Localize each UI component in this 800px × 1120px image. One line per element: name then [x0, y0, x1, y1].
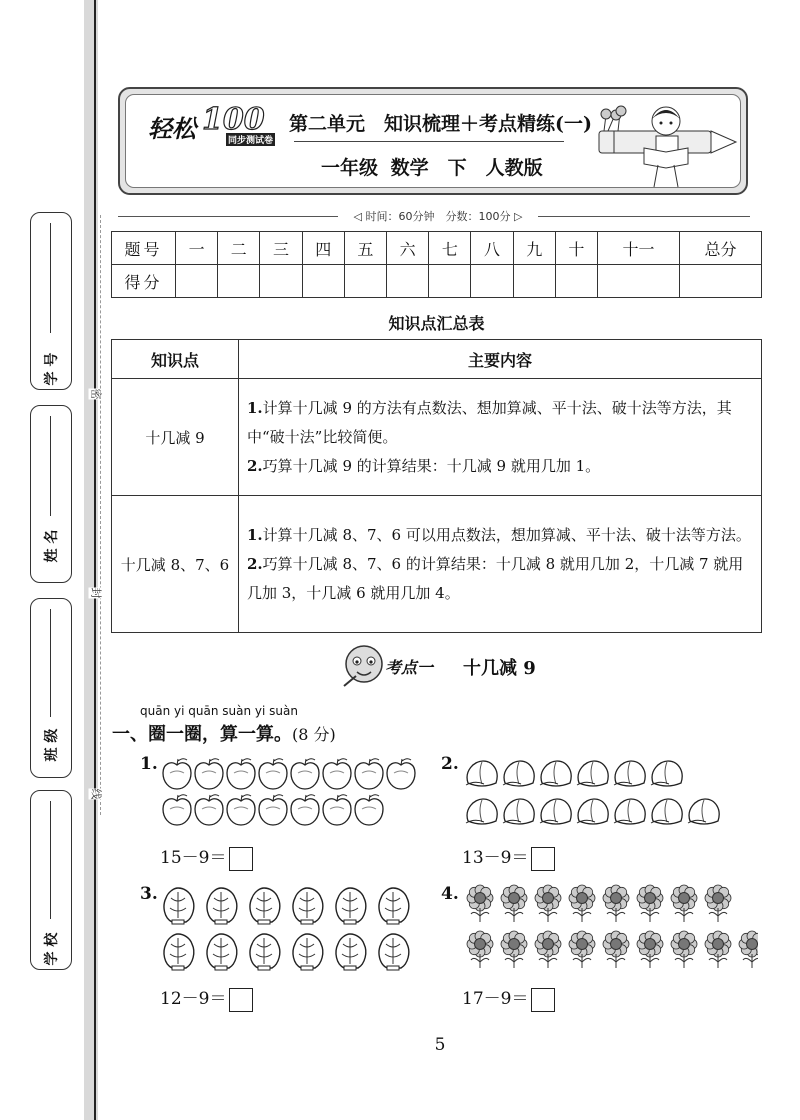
- answer-box[interactable]: [531, 847, 555, 871]
- knowledge-row: [112, 496, 762, 633]
- answer-box[interactable]: [229, 847, 253, 871]
- flower-item: [569, 931, 595, 968]
- answer-box[interactable]: [531, 988, 555, 1012]
- exam-info-rule-right: [538, 216, 750, 217]
- score-table: [111, 231, 762, 298]
- item-text: 巧算十几减 8、7、6 的计算结果：十几减 8 就用几加 2，十几减 7 就用几加 3，十几减 6 就用几加 4。: [247, 554, 744, 602]
- exam-info-rule-left: [118, 216, 338, 217]
- peach-item: [614, 761, 645, 786]
- logo-100-graphic: [200, 103, 282, 133]
- header-frame: [125, 94, 741, 188]
- peach-item: [466, 799, 497, 824]
- student-name-line: [50, 416, 51, 516]
- flower-item: [671, 931, 697, 968]
- score-col-7: 七: [429, 232, 471, 265]
- apple-group: [160, 756, 422, 826]
- score-cell-total[interactable]: [679, 265, 761, 298]
- item-number: 2.: [247, 456, 263, 475]
- flower-item: [671, 885, 697, 922]
- peach-item: [688, 799, 719, 824]
- problem-number: 1.: [140, 754, 158, 774]
- item-number: 1.: [247, 398, 263, 417]
- score-cell-10[interactable]: [555, 265, 597, 298]
- item-number: 2.: [247, 554, 263, 573]
- knowledge-point: 十几减 9: [112, 379, 239, 496]
- problem-number: 3.: [140, 884, 158, 904]
- student-name-field[interactable]: [30, 405, 72, 583]
- question-heading: [112, 720, 336, 746]
- flower-item: [535, 931, 561, 968]
- question-title: 一、圈一圈，算一算。: [112, 724, 292, 745]
- cabbage-item: [207, 888, 237, 924]
- apple-item: [355, 759, 383, 789]
- cut-mark-xian: 线: [89, 788, 103, 800]
- flower-item: [501, 885, 527, 922]
- question-pinyin: quān yi quān suàn yi suàn: [140, 704, 298, 718]
- school-field[interactable]: [30, 790, 72, 970]
- item-text: 巧算十几减 9 的计算结果：十几减 9 就用几加 1。: [262, 456, 601, 475]
- score-cell-2[interactable]: [218, 265, 260, 298]
- equation-text: 17－9＝: [462, 989, 529, 1009]
- student-id-line: [50, 223, 51, 333]
- exam-point-heading: [340, 642, 600, 692]
- score-col-8: 八: [471, 232, 513, 265]
- score-cell-11[interactable]: [598, 265, 680, 298]
- item-text: 计算十几减 8、7、6 可以用点数法，想加算减、平十法、破十法等方法。: [262, 525, 751, 544]
- cabbage-item: [293, 934, 323, 970]
- peach-item: [503, 761, 534, 786]
- equation: [462, 843, 555, 871]
- knowledge-table: [111, 339, 762, 633]
- class-label: 班 级: [44, 728, 60, 762]
- knowledge-row: [112, 379, 762, 496]
- problem-number: 4.: [441, 884, 459, 904]
- peach-item: [503, 799, 534, 824]
- score-cell-4[interactable]: [302, 265, 344, 298]
- header-rule: [294, 141, 564, 142]
- score-col-2: 二: [218, 232, 260, 265]
- knowledge-table-title: 知识点汇总表: [388, 314, 485, 333]
- score-col-9: 九: [513, 232, 555, 265]
- exam-info-row: [118, 208, 750, 224]
- flower-item: [705, 931, 731, 968]
- peach-item: [577, 761, 608, 786]
- exam-point-title: 十几减 9: [463, 658, 536, 679]
- apple-item: [259, 795, 287, 825]
- cabbage-item: [164, 934, 194, 970]
- peach-item: [577, 799, 608, 824]
- cabbage-item: [293, 888, 323, 924]
- flower-item: [467, 931, 493, 968]
- equation-text: 13－9＝: [462, 848, 529, 868]
- peach-item: [651, 799, 682, 824]
- flower-item: [603, 885, 629, 922]
- score-cell-7[interactable]: [429, 265, 471, 298]
- score-cell-1[interactable]: [176, 265, 218, 298]
- cabbage-item: [207, 934, 237, 970]
- apple-item: [227, 795, 255, 825]
- knowledge-content: [239, 379, 762, 496]
- knowledge-item: [247, 550, 753, 608]
- equation-text: 12－9＝: [160, 989, 227, 1009]
- student-name-label: 姓 名: [44, 529, 60, 563]
- score-col-4: 四: [302, 232, 344, 265]
- peach-item: [651, 761, 682, 786]
- binding-line: [94, 0, 96, 1120]
- flower-item: [739, 931, 758, 968]
- unit-title: 第二单元 知识梳理＋考点精练(一): [289, 113, 592, 135]
- knowledge-content: [239, 496, 762, 633]
- apple-item: [355, 795, 383, 825]
- student-id-label: 学 号: [44, 352, 60, 386]
- peach-item: [540, 799, 571, 824]
- apple-item: [387, 759, 415, 789]
- item-number: 1.: [247, 525, 263, 544]
- cabbage-item: [379, 934, 409, 970]
- class-line: [50, 609, 51, 717]
- flower-item: [467, 885, 493, 922]
- score-header-row: [112, 232, 762, 265]
- apple-item: [227, 759, 255, 789]
- apple-item: [291, 759, 319, 789]
- flower-group: [462, 882, 758, 974]
- exam-info-text: 时间：60分钟 分数：100分: [365, 210, 511, 223]
- flower-item: [637, 931, 663, 968]
- cabbage-group: [160, 884, 422, 976]
- knowledge-col-content: 主要内容: [239, 340, 762, 379]
- apple-item: [291, 795, 319, 825]
- cabbage-item: [336, 888, 366, 924]
- score-row-header: 得分: [112, 265, 176, 298]
- cabbage-item: [250, 888, 280, 924]
- exam-point-badge: 考点一: [385, 658, 434, 677]
- score-cell-9[interactable]: [513, 265, 555, 298]
- peach-group: [462, 756, 732, 826]
- peach-item: [540, 761, 571, 786]
- exam-info: ◁ 时间：60分钟 分数：100分 ▷: [353, 210, 523, 223]
- page-number: 5: [434, 1035, 446, 1055]
- school-label: 学 校: [44, 932, 60, 966]
- flower-item: [705, 885, 731, 922]
- flower-item: [603, 931, 629, 968]
- school-line: [50, 801, 51, 919]
- answer-box[interactable]: [229, 988, 253, 1012]
- question-number-header: 题号: [112, 232, 176, 265]
- flower-item: [637, 885, 663, 922]
- cabbage-item: [250, 934, 280, 970]
- score-cell-3[interactable]: [260, 265, 302, 298]
- cabbage-item: [164, 888, 194, 924]
- knowledge-item: [247, 452, 753, 481]
- score-col-11: 十一: [598, 232, 680, 265]
- class-field[interactable]: [30, 598, 72, 778]
- knowledge-item: [247, 394, 753, 452]
- apple-item: [195, 759, 223, 789]
- item-text: 计算十几减 9 的方法有点数法、想加算减、平十法、破十法等方法，其中“破十法”比较简便。: [247, 398, 732, 446]
- apple-item: [163, 759, 191, 789]
- peach-item: [614, 799, 645, 824]
- apple-item: [259, 759, 287, 789]
- knowledge-point: 十几减 8、7、6: [112, 496, 239, 633]
- knowledge-col-point: 知识点: [112, 340, 239, 379]
- equation: [462, 984, 555, 1012]
- pencil-boy-illustration: [594, 103, 744, 193]
- cut-mark-mi: 密: [89, 388, 103, 400]
- apple-item: [323, 795, 351, 825]
- score-cell-6[interactable]: [387, 265, 429, 298]
- cabbage-item: [336, 934, 366, 970]
- peach-item: [466, 761, 497, 786]
- student-id-field[interactable]: [30, 212, 72, 390]
- knowledge-header-row: [112, 340, 762, 379]
- score-cell-8[interactable]: [471, 265, 513, 298]
- logo-subtitle: 同步测试卷: [226, 133, 275, 146]
- question-points: (8 分): [292, 725, 336, 744]
- score-col-5: 五: [344, 232, 386, 265]
- score-cell-5[interactable]: [344, 265, 386, 298]
- score-col-6: 六: [387, 232, 429, 265]
- cabbage-item: [379, 888, 409, 924]
- apple-item: [323, 759, 351, 789]
- flower-item: [535, 885, 561, 922]
- problem-number: 2.: [441, 754, 459, 774]
- smiley-icon: [340, 642, 386, 692]
- score-col-1: 一: [176, 232, 218, 265]
- equation: [160, 984, 253, 1012]
- logo-number: 100: [202, 103, 265, 133]
- knowledge-item: [247, 521, 753, 550]
- score-col-10: 十: [555, 232, 597, 265]
- score-entry-row: [112, 265, 762, 298]
- flower-item: [501, 931, 527, 968]
- score-col-total: 总分: [679, 232, 761, 265]
- logo-text: 轻松: [148, 115, 196, 143]
- apple-item: [195, 795, 223, 825]
- equation: [160, 843, 253, 871]
- grade-title: 一年级 数学 下 人教版: [321, 157, 543, 179]
- flower-item: [569, 885, 595, 922]
- equation-text: 15－9＝: [160, 848, 227, 868]
- apple-item: [163, 795, 191, 825]
- score-col-3: 三: [260, 232, 302, 265]
- page-header: [118, 87, 748, 195]
- cut-line: [100, 215, 101, 815]
- cut-mark-feng: 封: [89, 587, 103, 599]
